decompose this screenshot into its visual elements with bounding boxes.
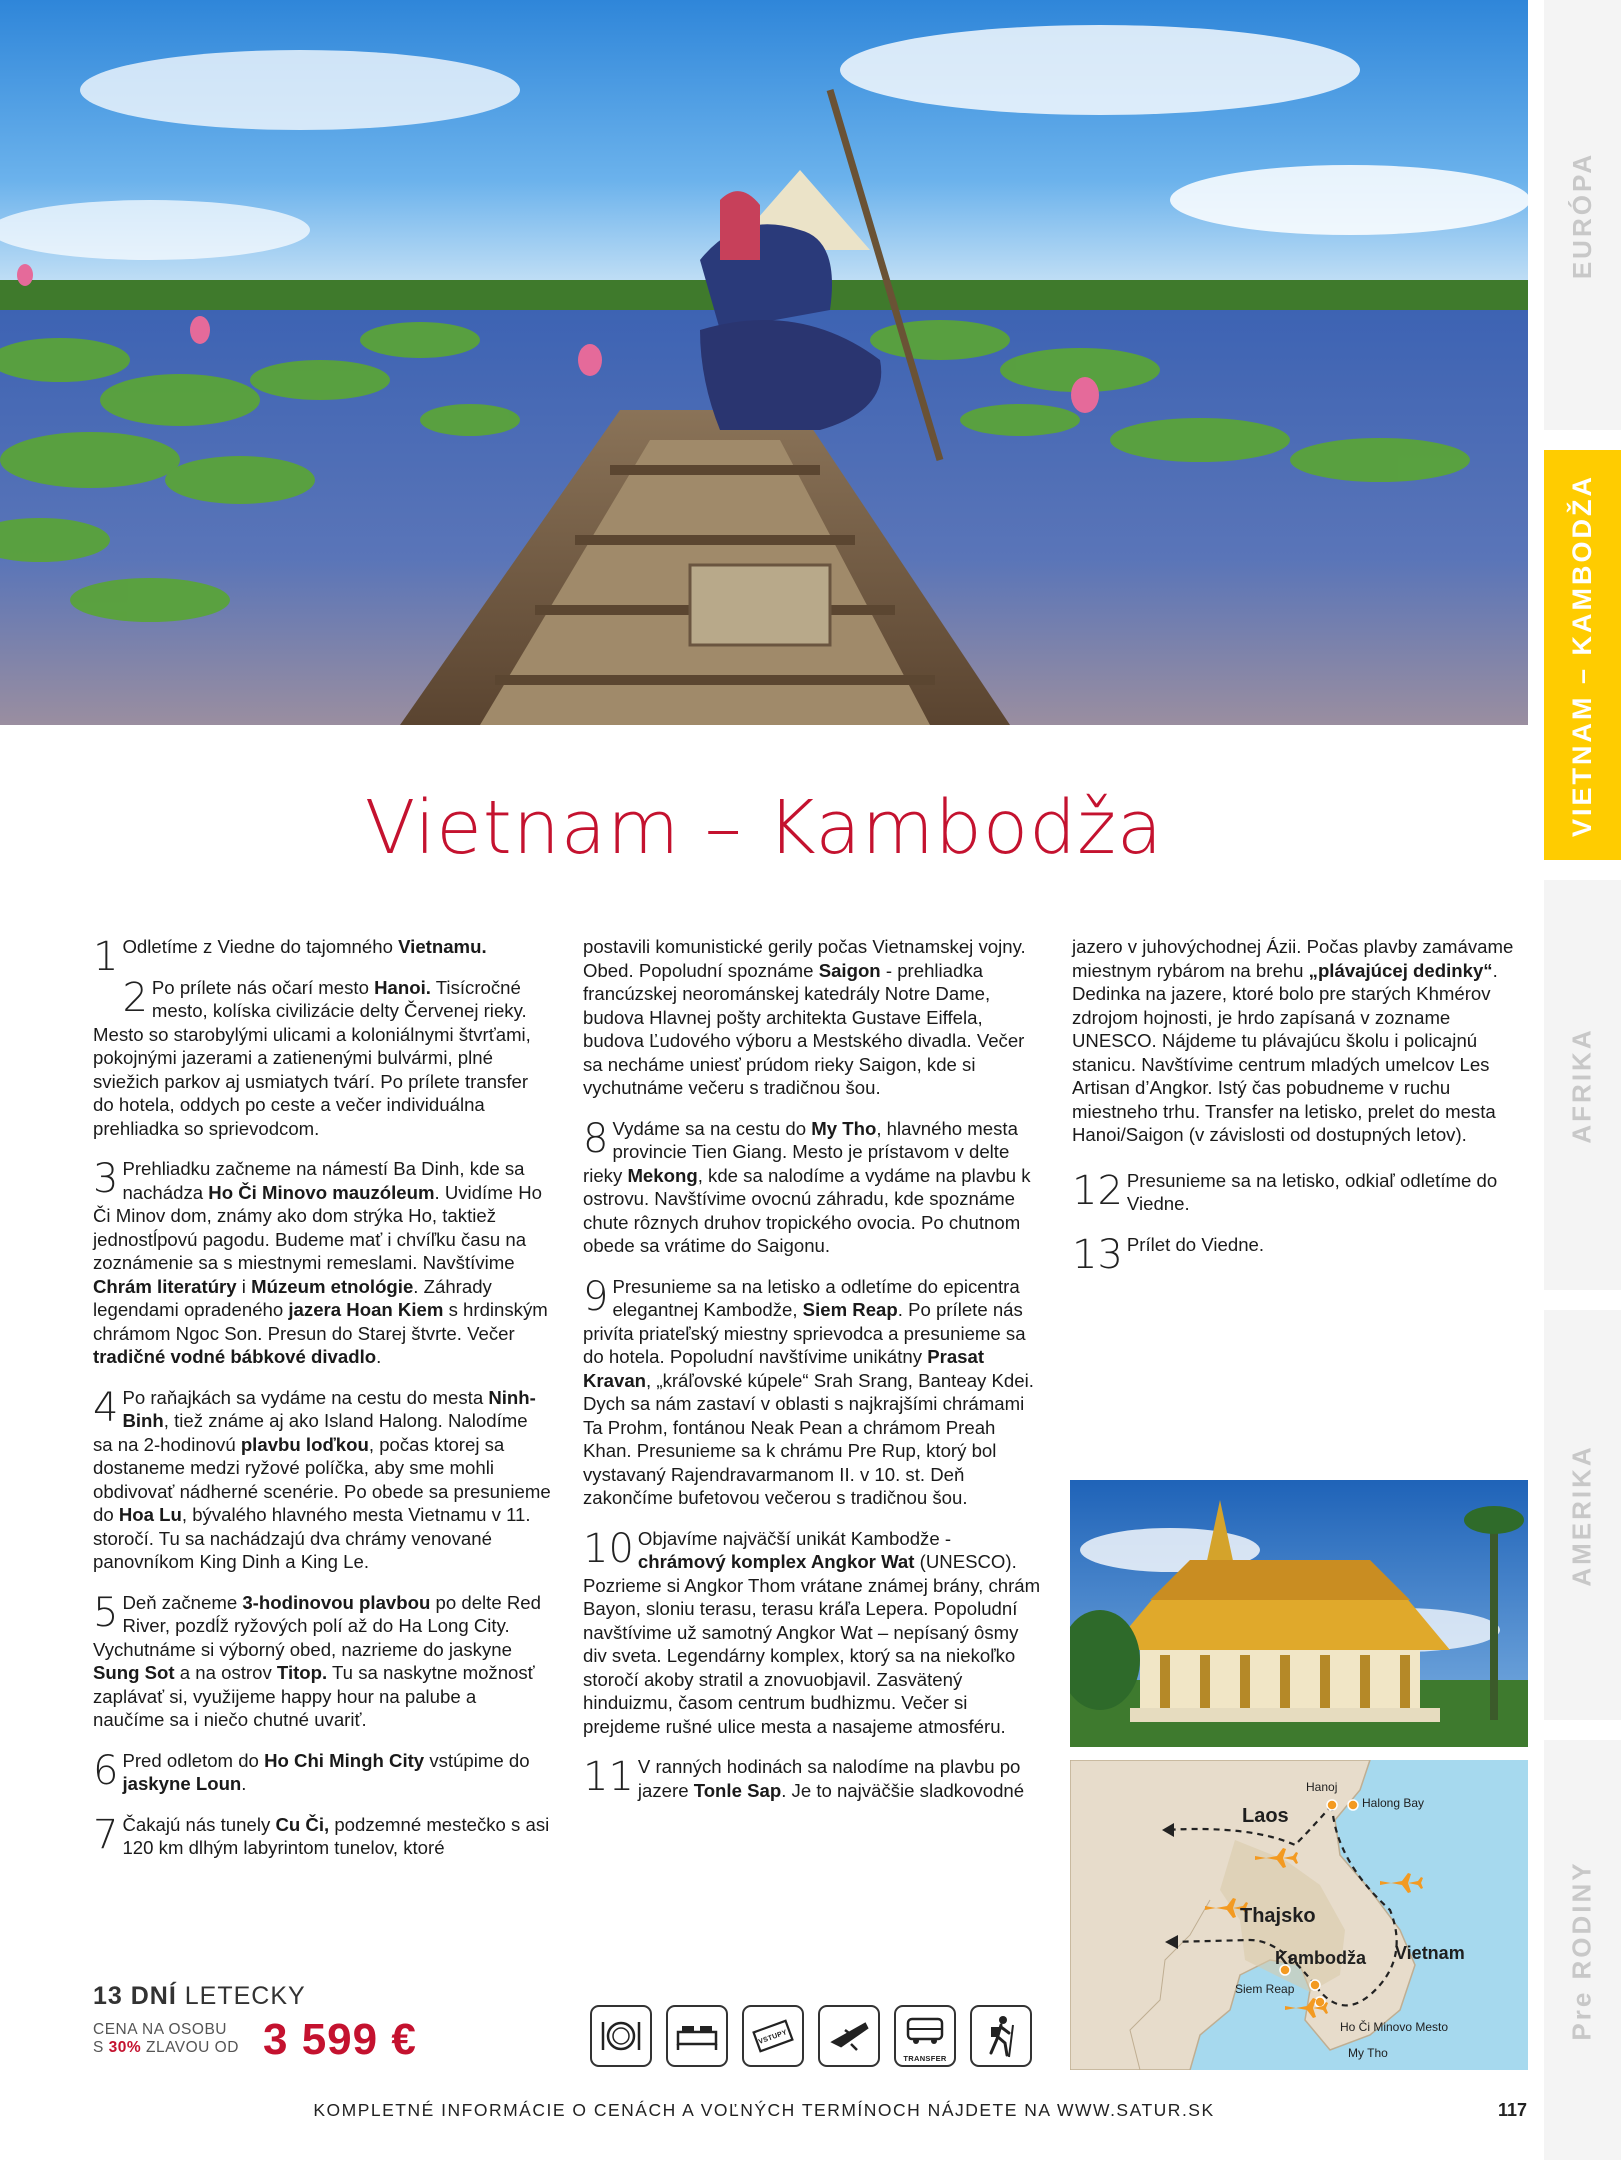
section-tabs bbox=[1544, 0, 1621, 2160]
day-2 bbox=[93, 976, 551, 1141]
price-block bbox=[93, 1982, 493, 2069]
hero-photo-boat-lotus bbox=[0, 0, 1528, 725]
ticket-icon-label: VSTUPY bbox=[757, 2029, 789, 2046]
map-label-laos: Laos bbox=[1242, 1805, 1289, 1827]
day-text: postavili komunistické gerily počas Vietnamskej vojny. Obed. Popoludní spoznáme bbox=[583, 936, 1026, 981]
duration-days: 13 DNÍ bbox=[93, 1982, 177, 2010]
tab-europa[interactable] bbox=[1544, 0, 1621, 430]
day-highlight: jazera Hoan Kiem bbox=[288, 1299, 444, 1320]
day-number: 2 bbox=[122, 974, 148, 1021]
day-text: . bbox=[241, 1773, 247, 1794]
tab-europa-label: EURÓPA bbox=[1567, 151, 1597, 279]
day-text: Objavíme najväčší unikát Kambodže - bbox=[637, 1527, 952, 1549]
day-text: - prehliadka francúzskej neorománskej katedrály Notre Dame, budova Hlavnej pošty architekta Gustave Eiffela, budova Ľudového výboru a Mestského divadla. Večer sa necháme uniesť prúdom rieky Saigon, kde si vychutnáme večeru s tradičnou šou. bbox=[583, 959, 1025, 1098]
day-text: . Záhrady legendami opradeného bbox=[93, 1275, 492, 1320]
map-label-ho-ci-minovo-mesto: Ho Či Minovo Mesto bbox=[1340, 2020, 1449, 2034]
page-title: Vietnam – Kambodža bbox=[364, 785, 1164, 871]
day-highlight: Siem Reap bbox=[802, 1299, 898, 1320]
day-highlight: Tonle Sap bbox=[693, 1779, 782, 1801]
day-number: 7 bbox=[93, 1811, 119, 1858]
footer-info-line: KOMPLETNÉ INFORMÁCIE O CENÁCH A VOĽNÝCH TERMÍNOCH NÁJDETE NA WWW.SATUR.SK bbox=[313, 2100, 1215, 2120]
day-number: 6 bbox=[93, 1747, 119, 1794]
day-13 bbox=[1072, 1231, 1530, 1278]
day-text: V ranných hodinách sa nalodíme na plavbu po jazere bbox=[637, 1756, 1021, 1801]
page-number: 117 bbox=[1498, 2100, 1528, 2120]
day-highlight: 3-hodinovou plavbou bbox=[242, 1591, 431, 1613]
day-highlight: Ho Chi Mingh City bbox=[264, 1749, 425, 1771]
day-text: . Po prílete nás privíta priateľský miestny sprievodca a presunieme sa do hotela. Popoludní navštívime unikátny bbox=[583, 1299, 1026, 1367]
map-label-thajsko: Thajsko bbox=[1240, 1905, 1316, 1927]
day-highlight: Hoa Lu bbox=[118, 1504, 182, 1525]
day-number: 3 bbox=[93, 1156, 119, 1202]
day-text: a na ostrov bbox=[174, 1662, 277, 1683]
tab-pre-rodiny[interactable] bbox=[1544, 1740, 1621, 2160]
day-7-continued bbox=[583, 935, 1041, 1100]
day-text: , počas ktorej sa dostaneme medzi ryžové políčka, aby sme mohli obdivovať nádherné scenérie. Po obede sa presunieme do bbox=[93, 1433, 551, 1525]
map-label-halong: Halong Bay bbox=[1362, 1796, 1425, 1810]
day-highlight: My Tho bbox=[811, 1117, 877, 1139]
day-text: . Je to najväčšie sladkovodné bbox=[781, 1779, 1025, 1801]
price-label-s: S bbox=[93, 2039, 109, 2056]
day-highlight: tradičné vodné bábkové divadlo bbox=[93, 1346, 377, 1367]
day-11-continued bbox=[1072, 935, 1530, 1147]
day-text: s hrdinským chrámom Ngoc Son. Presun do Starej štvrte. Večer bbox=[93, 1299, 548, 1344]
day-text: Po prílete nás očarí mesto bbox=[151, 976, 375, 998]
day-text: jazero v juhovýchodnej Ázii. Počas plavby zamávame miestnym rybárom na brehu bbox=[1072, 936, 1514, 981]
day-number: 11 bbox=[583, 1754, 634, 1800]
day-text: , tiež známe aj ako Island Halong. Nalodíme sa na 2-hodinovú bbox=[93, 1410, 528, 1455]
day-11 bbox=[583, 1755, 1041, 1802]
day-number: 1 bbox=[93, 934, 119, 980]
included-services-icons bbox=[590, 2005, 1040, 2067]
day-5 bbox=[93, 1591, 551, 1732]
day-highlight: Ninh-Binh bbox=[122, 1386, 536, 1431]
day-number: 8 bbox=[583, 1115, 609, 1162]
discount-percent: 30% bbox=[108, 2039, 142, 2056]
day-text: , bývalého hlavného mesta Vietnamu v 11. storočí. Tu sa nachádzajú dva chrámy venované panovníkom King Dinh a King Le. bbox=[93, 1504, 531, 1572]
day-highlight: Chrám literatúry bbox=[93, 1275, 237, 1297]
day-highlight: „plávajúcej dedinky“ bbox=[1308, 959, 1493, 981]
day-highlight: chrámový komplex Angkor Wat bbox=[637, 1551, 915, 1572]
day-highlight: Cu Či, bbox=[275, 1813, 330, 1835]
day-highlight: Ho Či Minovo mauzóleum bbox=[208, 1181, 435, 1203]
tab-afrika-label: AFRIKA bbox=[1567, 1026, 1597, 1144]
day-highlight: jaskyne Loun bbox=[122, 1773, 242, 1794]
day-text: Odletíme z Viedne do tajomného bbox=[122, 936, 399, 957]
day-text: Presunieme sa na letisko, odkiaľ odletíme do Viedne. bbox=[1126, 1169, 1498, 1214]
day-text: Tisícročné mesto, kolíska civilizácie delty Červenej rieky. Mesto so starobylými ulicami a koloniálnymi štvrťami, pokojnými jazerami a zatienenými bulvármi, plné sviežich parkov aj usmiatych tvárí. Po prílete transfer do hotela, oddych po ceste a večer individuálna prehliadka so sprievodcom. bbox=[93, 976, 531, 1139]
day-highlight: Saigon bbox=[818, 959, 881, 981]
price-value: 3 599 € bbox=[263, 2015, 417, 2064]
day-text: Deň začneme bbox=[122, 1591, 243, 1613]
day-text: Prehliadku začneme na námestí Ba Dinh, kde sa nachádza bbox=[122, 1158, 525, 1203]
day-text: . Dedinka na jazere, ktoré bolo pre starých Khmérov zdrojom hojnosti, je hrdo zapísaná v zozname UNESCO. Nájdeme tu plávajúcu školu i policajnú stanicu. Navštívime centrum mladých umelcov Les Artisan d’Angkor. Istý čas pobudneme v ruchu miestneho trhu. Transfer na letisko, prelet do mesta Hanoi/Saigon (v závislosti od dostupných letov). bbox=[1072, 959, 1498, 1145]
day-number: 10 bbox=[583, 1525, 634, 1572]
day-number: 5 bbox=[93, 1589, 119, 1636]
duration-transport: LETECKY bbox=[176, 1982, 306, 2010]
day-highlight: Titop. bbox=[276, 1662, 328, 1683]
flight-icon bbox=[818, 2005, 880, 2067]
day-highlight: Prasat Kravan bbox=[583, 1346, 985, 1391]
hiking-icon bbox=[970, 2005, 1032, 2067]
map-label-my-tho: My Tho bbox=[1348, 2046, 1388, 2060]
ticket-icon bbox=[742, 2005, 804, 2067]
tab-afrika[interactable] bbox=[1544, 880, 1621, 1290]
day-text: , hlavného mesta provincie Tien Giang. Mesto je prístavom v delte rieky bbox=[583, 1117, 1018, 1186]
itinerary-column-3 bbox=[1072, 935, 1530, 1278]
day-text: po delte Red River, pozdĺž ryžových polí až do Ha Long City. Vychutnáme si výborný obed, nazrieme do jaskyne bbox=[93, 1591, 541, 1660]
day-highlight: Múzeum etnológie bbox=[251, 1275, 414, 1297]
day-highlight: Vietnamu. bbox=[398, 936, 487, 957]
tab-vietnam-kambodza[interactable] bbox=[1544, 450, 1621, 860]
day-text: vstúpime do bbox=[424, 1749, 530, 1771]
day-text: . Uvidíme Ho Či Minov dom, známy ako dom strýka Ho, taktiež jednostĺpovú pagodu. Budeme mať i chvíľku času na zoznámenie sa s miestnymi remeslami. Navštívime bbox=[93, 1181, 542, 1273]
transfer-icon-label: TRANSFER bbox=[903, 2054, 947, 2063]
day-highlight: plavbu loďkou bbox=[240, 1433, 369, 1455]
map-label-siem-reap: Siem Reap bbox=[1235, 1982, 1295, 1996]
day-highlight: Hanoi. bbox=[374, 976, 431, 998]
day-7 bbox=[93, 1813, 551, 1860]
price-label-line1: CENA NA OSOBU bbox=[93, 2021, 227, 2038]
day-highlight: Mekong bbox=[627, 1164, 698, 1186]
day-number: 4 bbox=[93, 1384, 119, 1431]
day-text: i bbox=[236, 1275, 252, 1297]
temple-photo bbox=[1070, 1480, 1528, 1747]
hotel-bed-icon bbox=[666, 2005, 728, 2067]
day-text: Po raňajkách sa vydáme na cestu do mesta bbox=[122, 1386, 489, 1408]
day-6 bbox=[93, 1749, 551, 1796]
itinerary-column-2 bbox=[583, 935, 1041, 1819]
meals-icon bbox=[590, 2005, 652, 2067]
day-text: podzemné mestečko s asi 120 km dlhým labyrintom tunelov, ktoré bbox=[122, 1813, 550, 1858]
day-text: Pred odletom do bbox=[122, 1749, 265, 1771]
tab-pre-rodiny-label: Pre RODINY bbox=[1567, 1859, 1598, 2041]
map-label-hanoj: Hanoj bbox=[1306, 1780, 1338, 1794]
day-text: Tu sa naskytne možnosť zaplávať si, využijeme happy hour na palube a naučíme sa i niečo chutné uvariť. bbox=[93, 1662, 535, 1730]
day-8 bbox=[583, 1117, 1041, 1258]
day-highlight: Sung Sot bbox=[93, 1662, 175, 1683]
day-4 bbox=[93, 1386, 551, 1574]
day-3 bbox=[93, 1157, 551, 1369]
map-label-vietnam: Vietnam bbox=[1395, 1943, 1465, 1963]
price-row bbox=[93, 2015, 493, 2069]
day-text: Vydáme sa na cestu do bbox=[612, 1117, 812, 1139]
day-text: Prílet do Viedne. bbox=[1126, 1233, 1265, 1255]
day-number: 13 bbox=[1072, 1231, 1123, 1278]
day-text: (UNESCO). Pozrieme si Angkor Thom vrátane známej brány, chrám Bayon, sloniu terasu, terasu kráľa Lepera. Popoludní navštívime už samotný Angkor Wat – nepísaný ôsmy div sveta. Legendárny komplex, ktorý sa na niekoľko storočí akoby stratil a znovuobjavil. Zasvätený hinduizmu, časom centrum budhizmu. Večer si prejdeme rušné ulice mesta a nasajeme atmosféru. bbox=[583, 1551, 1041, 1737]
day-text: , kde sa nalodíme a vydáme na plavbu k ostrovu. Navštívime ovocnú záhradu, kde spoznáme chute rôznych druhov tropického ovocia. Po chutnom obede sa vrátime do Saigonu. bbox=[583, 1164, 1031, 1256]
itinerary-column-1 bbox=[93, 935, 551, 1877]
map-label-kambodza: Kambodža bbox=[1275, 1948, 1367, 1968]
transfer-bus-icon bbox=[894, 2005, 956, 2067]
route-map bbox=[1070, 1760, 1528, 2070]
day-10 bbox=[583, 1527, 1041, 1739]
tab-amerika-label: AMERIKA bbox=[1567, 1443, 1597, 1587]
price-label bbox=[93, 2021, 239, 2057]
day-text: , „kráľovské kúpele“ Srah Srang, Banteay Kdei. Dych sa nám zastaví v oblasti s najkrajšími chrámami Ta Prohm, fontánou Neak Pean a chrámom Preah Khan. Presunieme sa k chrámu Pre Rup, ktorý bol vystavaný Rajendravarmanom II. v 10. st. Deň zakončíme bufetovou večerou s tradičnou šou. bbox=[583, 1369, 1034, 1508]
day-text: Presunieme sa na letisko a odletíme do epicentra elegantnej Kambodže, bbox=[612, 1275, 1020, 1320]
day-number: 9 bbox=[583, 1273, 609, 1320]
tab-amerika[interactable] bbox=[1544, 1310, 1621, 1720]
price-label-rest: ZLAVOU OD bbox=[141, 2039, 239, 2056]
day-12 bbox=[1072, 1169, 1530, 1216]
day-text: Čakajú nás tunely bbox=[122, 1813, 276, 1835]
trip-duration bbox=[93, 1982, 493, 2011]
tab-vietnam-kambodza-label: VIETNAM – KAMBODŽA bbox=[1567, 473, 1597, 837]
day-number: 12 bbox=[1072, 1167, 1123, 1214]
day-text: . bbox=[376, 1346, 382, 1367]
day-9 bbox=[583, 1275, 1041, 1510]
day-1 bbox=[93, 934, 551, 980]
